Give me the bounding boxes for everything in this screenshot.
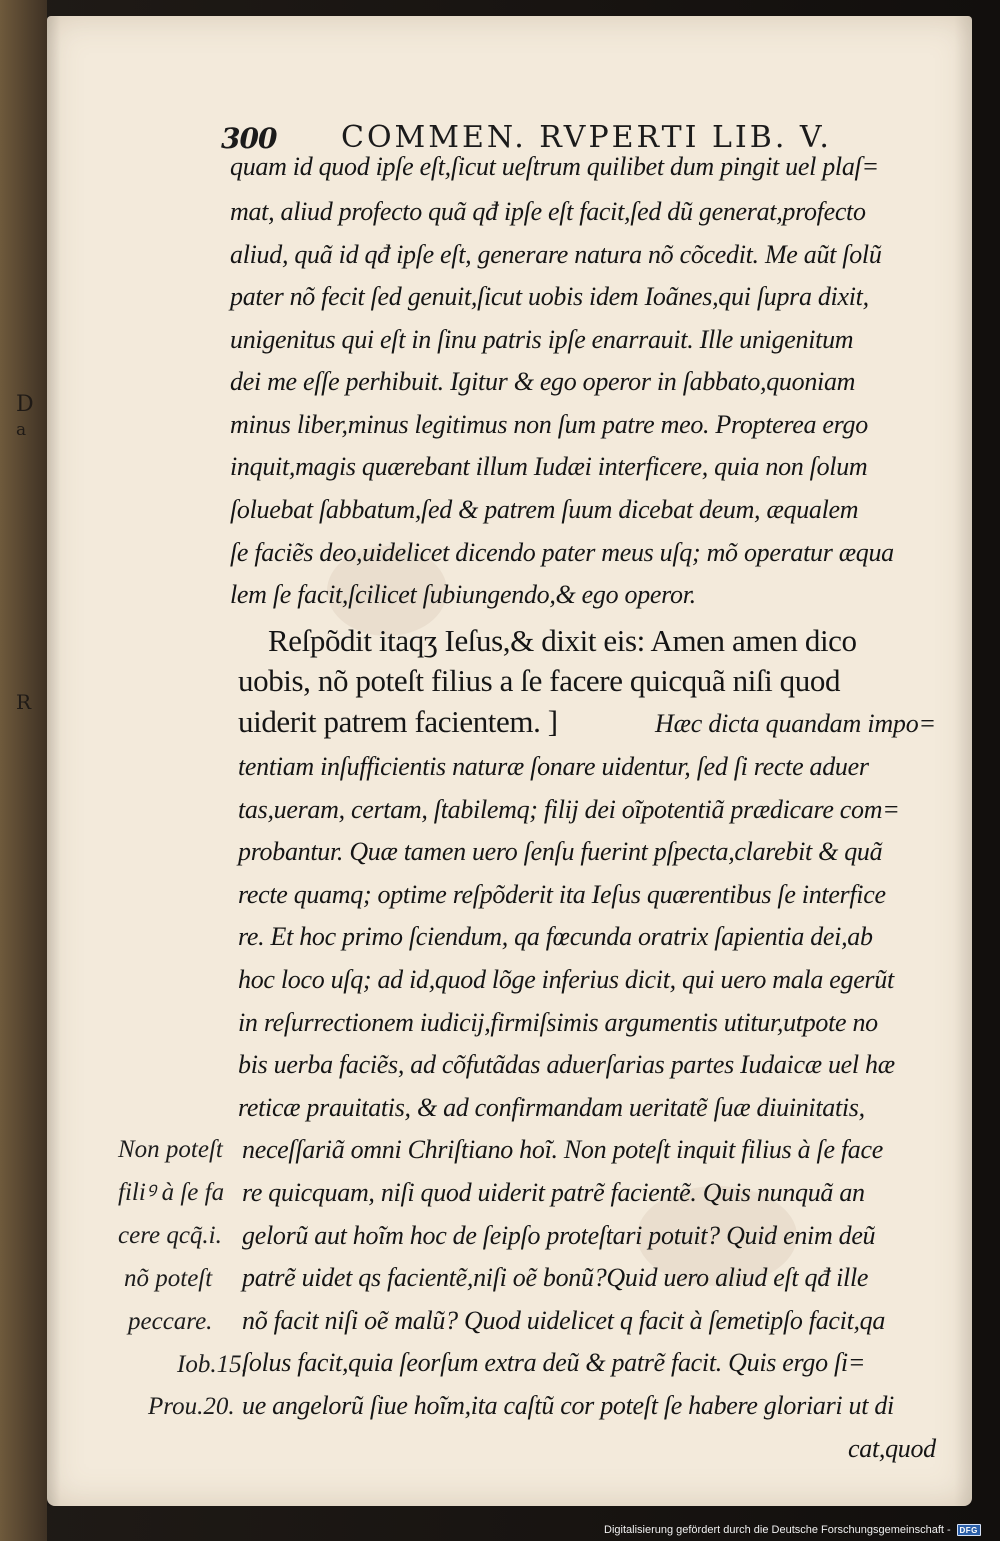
text-line: recte quamq; optime reſpõderit ita Ieſus quærentibus ſe interfice: [238, 880, 886, 909]
catchword-line: cat,quod: [848, 1434, 936, 1463]
text-line: ſolus facit,quia ſeorſum extra deũ & patrẽ facit. Quis ergo ſi=: [242, 1348, 866, 1377]
text-line: ſoluebat ſabbatum,ſed & patrem ſuum dicebat deum, æqualem: [230, 495, 859, 524]
adjacent-page-mark: D: [16, 392, 34, 417]
text-line: inquit,magis quærebant illum Iudæi interficere, quia non ſolum: [230, 452, 868, 481]
text-line: pater nõ fecit ſed genuit,ſicut uobis idem Ioãnes,qui ſupra dixit,: [230, 282, 869, 311]
running-title: COMMEN. RVPERTI LIB. V.: [341, 120, 832, 155]
page-edge-shadow: [954, 16, 972, 1506]
marginal-note: cere qcq̃.i.: [118, 1222, 222, 1249]
marginal-reference: Prou.20.: [148, 1393, 235, 1420]
text-line: hoc loco uſq; ad id,quod lõge inferius dicit, qui uero mala egerũt: [238, 965, 894, 994]
text-line: ſe faciẽs deo,uidelicet dicendo pater meus uſq; mõ operatur æqua: [230, 538, 894, 567]
adjacent-page-mark: R: [16, 690, 32, 714]
page-number: 300: [221, 122, 277, 155]
text-line: bis uerba faciẽs, ad cõfutãdas aduerſarias partes Iudaicæ uel hæ: [238, 1050, 895, 1079]
text-line: probantur. Quæ tamen uero ſenſu fuerint pſpecta,clarebit & quã: [238, 837, 883, 866]
text-line: ue angelorũ ſiue hoĩm,ita caſtũ cor poteſt ſe habere gloriari ut di: [242, 1391, 894, 1420]
commentary-line-start: Hæc dicta quandam impo=: [655, 709, 936, 738]
scripture-line: uiderit patrem facientem. ]: [238, 704, 558, 739]
text-line: minus liber,minus legitimus non ſum patre meo. Propterea ergo: [230, 410, 868, 439]
text-line: tentiam inſufficientis naturæ ſonare uidentur, ſed ſi recte aduer: [238, 752, 869, 781]
text-line: neceſſariã omni Chriſtiano hoĩ. Non poteſt inquit filius à ſe face: [242, 1135, 883, 1164]
marginal-note: Non poteſt: [118, 1136, 223, 1163]
text-line: dei me eſſe perhibuit. Igitur & ego operor in ſabbato,quoniam: [230, 367, 856, 396]
scripture-line: uobis, nõ poteſt filius a ſe facere quicquã niſi quod: [238, 663, 841, 698]
text-line: tas,ueram, certam, ſtabilemq; filij dei oĩpotentiã prædicare com=: [238, 795, 900, 824]
text-line: re. Et hoc primo ſciendum, qa fœcunda oratrix ſapientia dei,ab: [238, 922, 873, 951]
marginal-note: nõ poteſt: [124, 1265, 213, 1292]
text-line: gelorũ aut hoĩm hoc de ſeipſo proteſtari potuit? Quid enim deũ: [242, 1221, 876, 1250]
text-line: in reſurrectionem iudicij,firmiſsimis argumentis utitur,utpote no: [238, 1008, 878, 1037]
text-line: mat, aliud profecto quã qđ ipſe eſt facit,ſed dũ generat,profecto: [230, 197, 866, 226]
scripture-line: Reſpõdit itaqʒ Ieſus,& dixit eis: Amen amen dico: [268, 623, 857, 658]
adjacent-page-edge: [0, 0, 47, 1541]
text-line: re quicquam, niſi quod uiderit patrẽ facientẽ. Quis nunquã an: [242, 1178, 865, 1207]
text-line: quam id quod ipſe eſt,ſicut ueſtrum quilibet dum pingit uel plaſ=: [230, 152, 879, 181]
dfg-logo: DFG: [957, 1524, 981, 1536]
adjacent-page-mark: a: [16, 420, 27, 440]
marginal-reference: Iob.15.: [177, 1351, 248, 1378]
text-line: unigenitus qui eſt in ſinu patris ipſe enarrauit. Ille unigenitum: [230, 325, 854, 354]
page-spine-shadow: [47, 16, 61, 1506]
marginal-note: peccare.: [128, 1308, 213, 1335]
footer-text: Digitalisierung gefördert durch die Deutsche Forschungsgemeinschaft -: [604, 1524, 951, 1536]
text-line: nõ facit niſi oẽ malũ? Quod uidelicet q facit à ſemetipſo facit,qa: [242, 1306, 886, 1335]
text-line: lem ſe facit,ſcilicet ſubiungendo,& ego operor.: [230, 580, 696, 609]
digitization-footer: [604, 1520, 994, 1540]
text-line: patrẽ uidet qs facientẽ,niſi oẽ bonũ?Quid uero aliud eſt qđ ille: [242, 1263, 869, 1292]
marginal-note: filiꝰ à ſe fa: [118, 1179, 225, 1206]
text-line: reticæ prauitatis, & ad confirmandam ueritatẽ ſuæ diuinitatis,: [238, 1093, 865, 1122]
text-line: aliud, quã id qđ ipſe eſt, generare natura nõ cõcedit. Me aũt ſolũ: [230, 240, 882, 269]
